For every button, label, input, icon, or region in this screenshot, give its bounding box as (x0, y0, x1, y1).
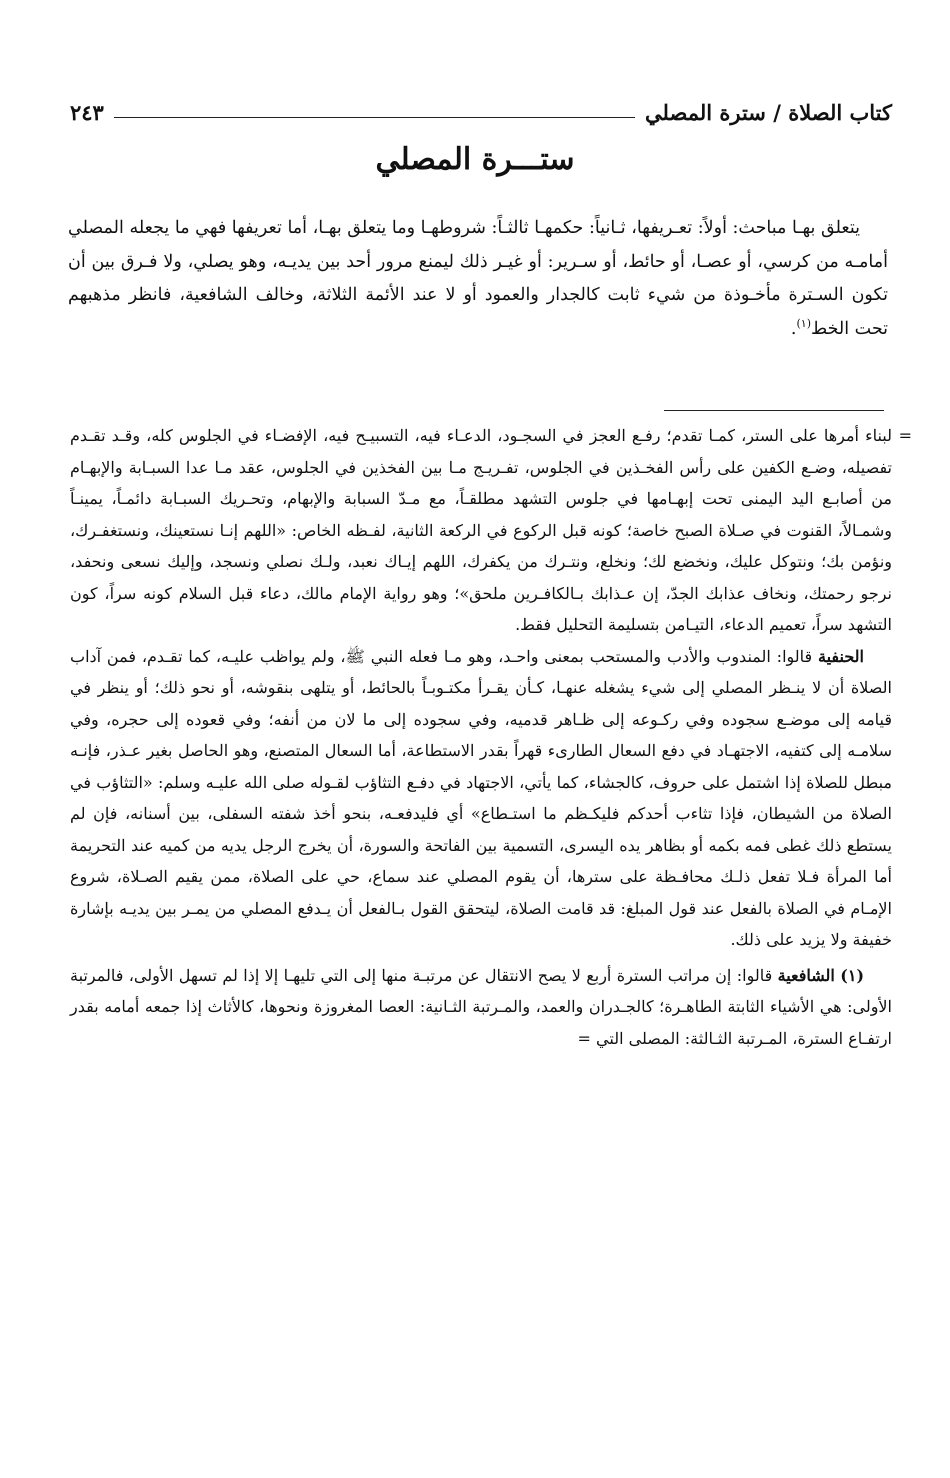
page-number: ٢٤٣ (70, 99, 104, 125)
shafii-text: قالوا: إن مراتب السترة أربع لا يصح الانتقال عن مرتبـة منها إلى التي تليهـا إلا إذا لم تسهل الأولى، فالمرتبة الأولى: هي الأشياء الثابتة الطاهـرة؛ كالجـدران والعمد، والمـرتبة الثـانية: العصا المغروزة ونحوها، كالأثاث إذا جمعه أمامه بقدر ارتفـاع السترة، المـرتبة الثـالثة: المصلى التي (70, 965, 892, 1048)
main-paragraph (68, 212, 888, 346)
section-title: ستـــرة المصلي (375, 142, 575, 177)
running-header (70, 92, 892, 132)
shafii-label: الشافعية (777, 965, 835, 985)
footnote-continuation-text: لبناء أمرها على الستر، كمـا تقدم؛ رفـع العجز في السجـود، الدعـاء فيه، التسبيـح فيه، الإفضـاء في الجلوس كله، وقـد تقـدم تفصيله، وضـع الكفين على رأس الفخـذين في الجلوس، تفـريـج مـا بين الفخذين في الجلوس، عقد مـا عدا السبـابة والإبهـام من أصابـع اليد اليمنى تحت إبهـامها في جلوس التشهد مطلقـاً، مع مـدّ السبابة والإبهام، وتحـريك السبـابة دائمـاً، يمينـاً وشمـالاً، القنوت في صـلاة الصبح خاصة؛ كونه قبل الركوع في الركعة الثانية، لفـظه الخاص: «اللهم إنـا نستعينك، ونستغفـرك، ونؤمن بك؛ ونتوكل عليك، ونخضع لك؛ ونخلع، ونتـرك من يكفرك، اللهم إيـاك نعبد، ولـك نصلي ونسجد، وإليك نسعى ونحفد، نرجو رحمتك، ونخاف عذابك الجدّ، إن عـذابك بـالكافـرين ملحق»؛ وهو رواية الإمام مالك، دعاء قبل السلام كونه سراً، كون التشهد سراً، تعميم الدعاء، التيـامن بتسليمة التحليل فقط. (70, 426, 893, 634)
main-text (68, 212, 888, 346)
footnote-separator (664, 410, 884, 411)
footnote-hanafi (70, 641, 892, 956)
footnote-reference: (١) (796, 316, 811, 330)
hanafi-text: قالوا: المندوب والأدب والمستحب بمعنى واحـد، وهو مـا فعله النبي ﷺ، ولم يواظب عليـه، كما تقـدم، فمن آداب الصلاة أن لا ينـظر المصلي إلى شيء يشغله عنهـا، كـأن يقـرأ مكتـوبـاً بالحائط، أو يتلهى بنقوشه، أو نحو ذلك؛ أو ينظر في قيامه إلى موضـع سجوده وفي ركـوعه إلى ظـاهر قدميه، وفي سجوده إلى ما لان من أنفه؛ وفي قعوده إلى حجره، وفي سلامـه إلى كتفيه، الاجتهـاد في دفع السعال الطارىء قهراً بقدر الاستطاعة، أما السعال المتصنع، وهو الحاصل بغير عـذر، فإنـه مبطل للصلاة إذا اشتمل على حروف، كالجشاء، كما يأتي، الاجتهاد في دفـع التثاؤب لقـوله صلى الله عليـه وسلم: «التثاؤب في الصلاة من الشيطان، فإذا تثاءب أحدكم فليكـظم ما استـطاع» أي فليدفعـه، بنحو أخذ شفته السفلى، بين أسنانه، فإن لم يستطع ذلك غطى فمه بكمه أو بظاهر يده اليسرى، التسمية بين الفاتحة والسورة، أن يخرج الرجل يديه من كميه عند التحريمة أما المرأة فـلا تفعل ذلـك محافـظة على سترها، أن يقوم المصلي عند سماع، حي على الصلاة، ممن يقيم الصـلاة، شروع الإمـام في الصلاة بالفعل عند قول المبلغ: قد قامت الصلاة، ليتحقق القول بـالفعل أن يـدفع المصلي من يمـر بين يديـه بإشارة خفيفة ولا يزيد على ذلك. (70, 646, 893, 949)
footnote-shafii (70, 960, 892, 1055)
main-paragraph-text: يتعلق بهـا مباحث: أولاً: تعـريفها، ثـانياً: حكمهـا ثالثـاً: شروطهـا وما يتعلق بهـا، أما تعريفها فهي ما يجعله المصلي أمامـه من كرسي، أو عصـا، أو حائط، أو سـرير: أو غيـر ذلك ليمنع مرور أحد بين يديـه، وهو يصلي، ولا فـرق بين أن تكون السـترة مأخـوذة من شيء ثابت كالجدار والعمود أو لا عند الأئمة الثلاثة، وخالف الشافعية، فانظر مذهبهم تحت الخط (68, 218, 888, 339)
main-paragraph-end: . (790, 318, 797, 339)
running-title: كتاب الصلاة / سترة المصلي (645, 99, 892, 125)
shafii-number: (١) (840, 965, 865, 985)
end-continuation-mark: = (577, 1028, 591, 1048)
footnote-continuation (70, 420, 912, 641)
footnotes (70, 420, 912, 1054)
header-rule (114, 117, 635, 118)
hanafi-label: الحنفية (818, 646, 864, 666)
continuation-mark: = (898, 426, 912, 445)
